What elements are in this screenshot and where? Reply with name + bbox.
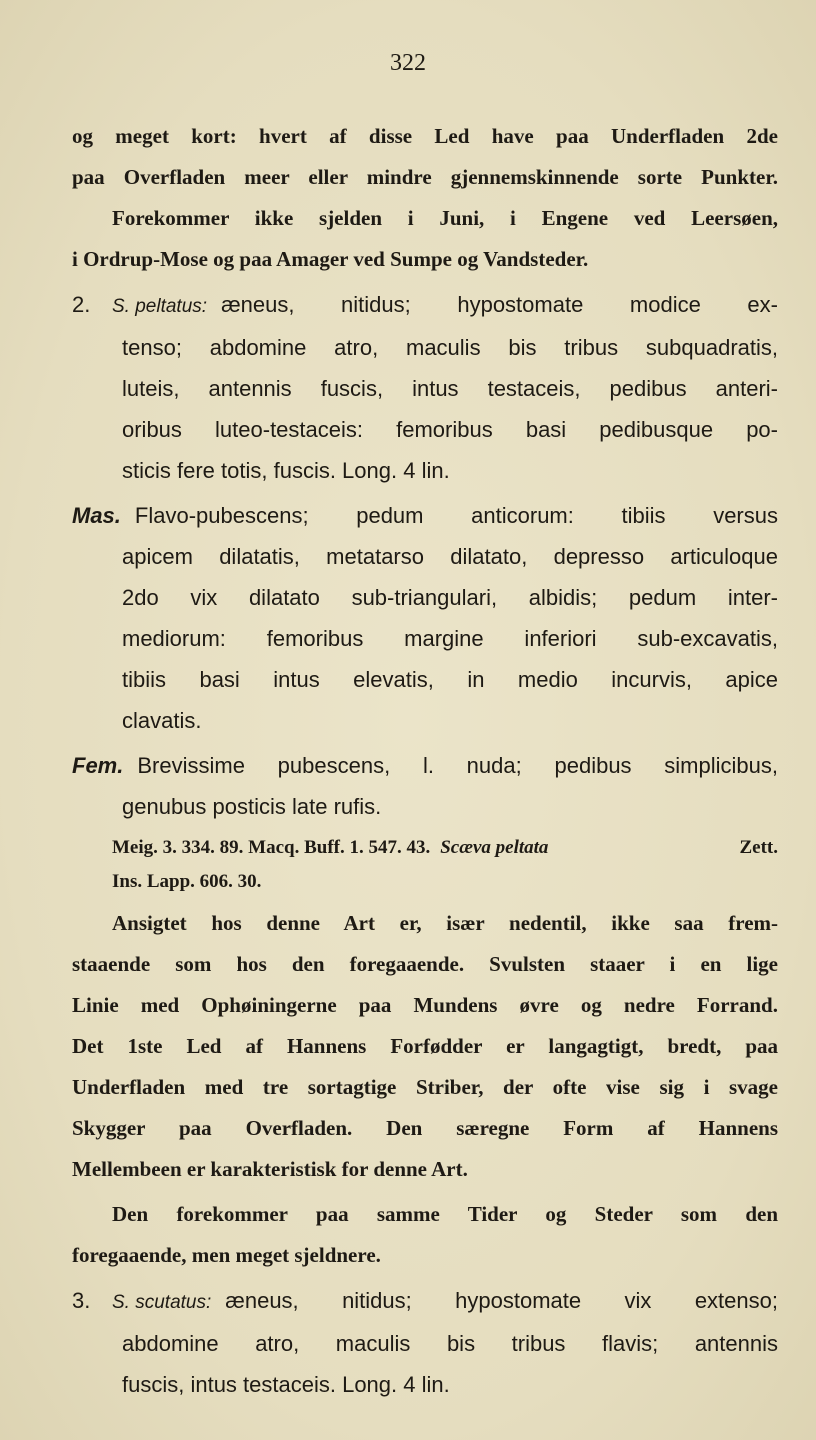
reference-species-group [440, 831, 778, 865]
species-entry [72, 284, 778, 491]
text-line: Skygger paa Overfladen. Den særegne Form af Hannens [72, 1116, 778, 1140]
species-label: S. scutatus: [112, 1292, 212, 1313]
text-line: Linie med Ophøiningerne paa Mundens øvre og nedre Forrand. [72, 993, 778, 1017]
text-line: sticis fere totis, fuscis. Long. 4 lin. [122, 458, 450, 483]
reference-line [72, 831, 778, 865]
species-entry [72, 1280, 778, 1405]
species-number: 2. [72, 292, 91, 317]
mas-heading-line [72, 495, 778, 536]
species-number: 3. [72, 1288, 91, 1313]
text-line: Ansigtet hos denne Art er, især nedentil, ikke saa frem- [112, 911, 778, 935]
text-line: apicem dilatatis, metatarso dilatato, depresso articuloque [122, 544, 778, 569]
text-line: Underfladen med tre sortagtige Striber, der ofte vise sig i svage [72, 1075, 778, 1099]
text-line: tenso; abdomine atro, maculis bis tribus subquadratis, [122, 335, 778, 360]
text-line: fuscis, intus testaceis. Long. 4 lin. [122, 1372, 450, 1397]
text-line: æneus, nitidus; hypostomate vix extenso; [225, 1288, 778, 1313]
text-line: staaende som hos den foregaaende. Svulsten staaer i en lige [72, 952, 778, 976]
text-line: luteis, antennis fuscis, intus testaceis, pedibus anteri- [122, 376, 778, 401]
page-body [72, 112, 778, 1405]
fem-label: Fem. [72, 753, 124, 778]
text-line: clavatis. [122, 708, 202, 733]
species-heading-line [72, 284, 778, 327]
paragraph [72, 116, 778, 280]
mas-paragraph [72, 495, 778, 741]
text-line: Brevissime pubescens, l. nuda; pedibus simplicibus, [137, 753, 778, 778]
text-line: paa Overfladen meer eller mindre gjennemskinnende sorte Punkter. [72, 165, 778, 189]
text-line: 2do vix dilatato sub-triangulari, albidis; pedum inter- [122, 585, 778, 610]
text-line: foregaaende, men meget sjeldnere. [72, 1243, 381, 1267]
reference-species-name: Scæva peltata [440, 837, 549, 858]
text-line: æneus, nitidus; hypostomate modice ex- [221, 292, 778, 317]
paragraph [72, 1194, 778, 1276]
paragraph [72, 903, 778, 1190]
text-line: oribus luteo-testaceis: femoribus basi pedibusque po- [122, 417, 778, 442]
species-label: S. peltatus: [112, 296, 208, 317]
fem-paragraph [72, 745, 778, 827]
text-line: genubus posticis late rufis. [122, 794, 382, 819]
reference-author: Zett. [739, 837, 778, 858]
text-line: abdomine atro, maculis bis tribus flavis; antennis [122, 1331, 778, 1356]
mas-label: Mas. [72, 503, 121, 528]
species-heading-line [72, 1280, 778, 1323]
text-line: Flavo-pubescens; pedum anticorum: tibiis versus [134, 503, 778, 528]
text-line: mediorum: femoribus margine inferiori sub-excavatis, [122, 626, 778, 651]
references [72, 831, 778, 899]
text-line: Mellembeen er karakteristisk for denne Art. [72, 1157, 468, 1181]
fem-heading-line [72, 745, 778, 786]
text-line: og meget kort: hvert af disse Led have paa Underfladen 2de [72, 124, 778, 148]
reference-line: Ins. Lapp. 606. 30. [112, 871, 262, 892]
page-number: 322 [390, 50, 426, 76]
text-line: tibiis basi intus elevatis, in medio incurvis, apice [122, 667, 778, 692]
text-line: Det 1ste Led af Hannens Forfødder er langagtigt, bredt, paa [72, 1034, 778, 1058]
text-line: Forekommer ikke sjelden i Juni, i Engene ved Leersøen, [112, 206, 778, 230]
text-line: Den forekommer paa samme Tider og Steder som den [112, 1202, 778, 1226]
reference-text: Meig. 3. 334. 89. Macq. Buff. 1. 547. 43. [112, 837, 431, 858]
text-line: i Ordrup-Mose og paa Amager ved Sumpe og Vandsteder. [72, 247, 589, 271]
